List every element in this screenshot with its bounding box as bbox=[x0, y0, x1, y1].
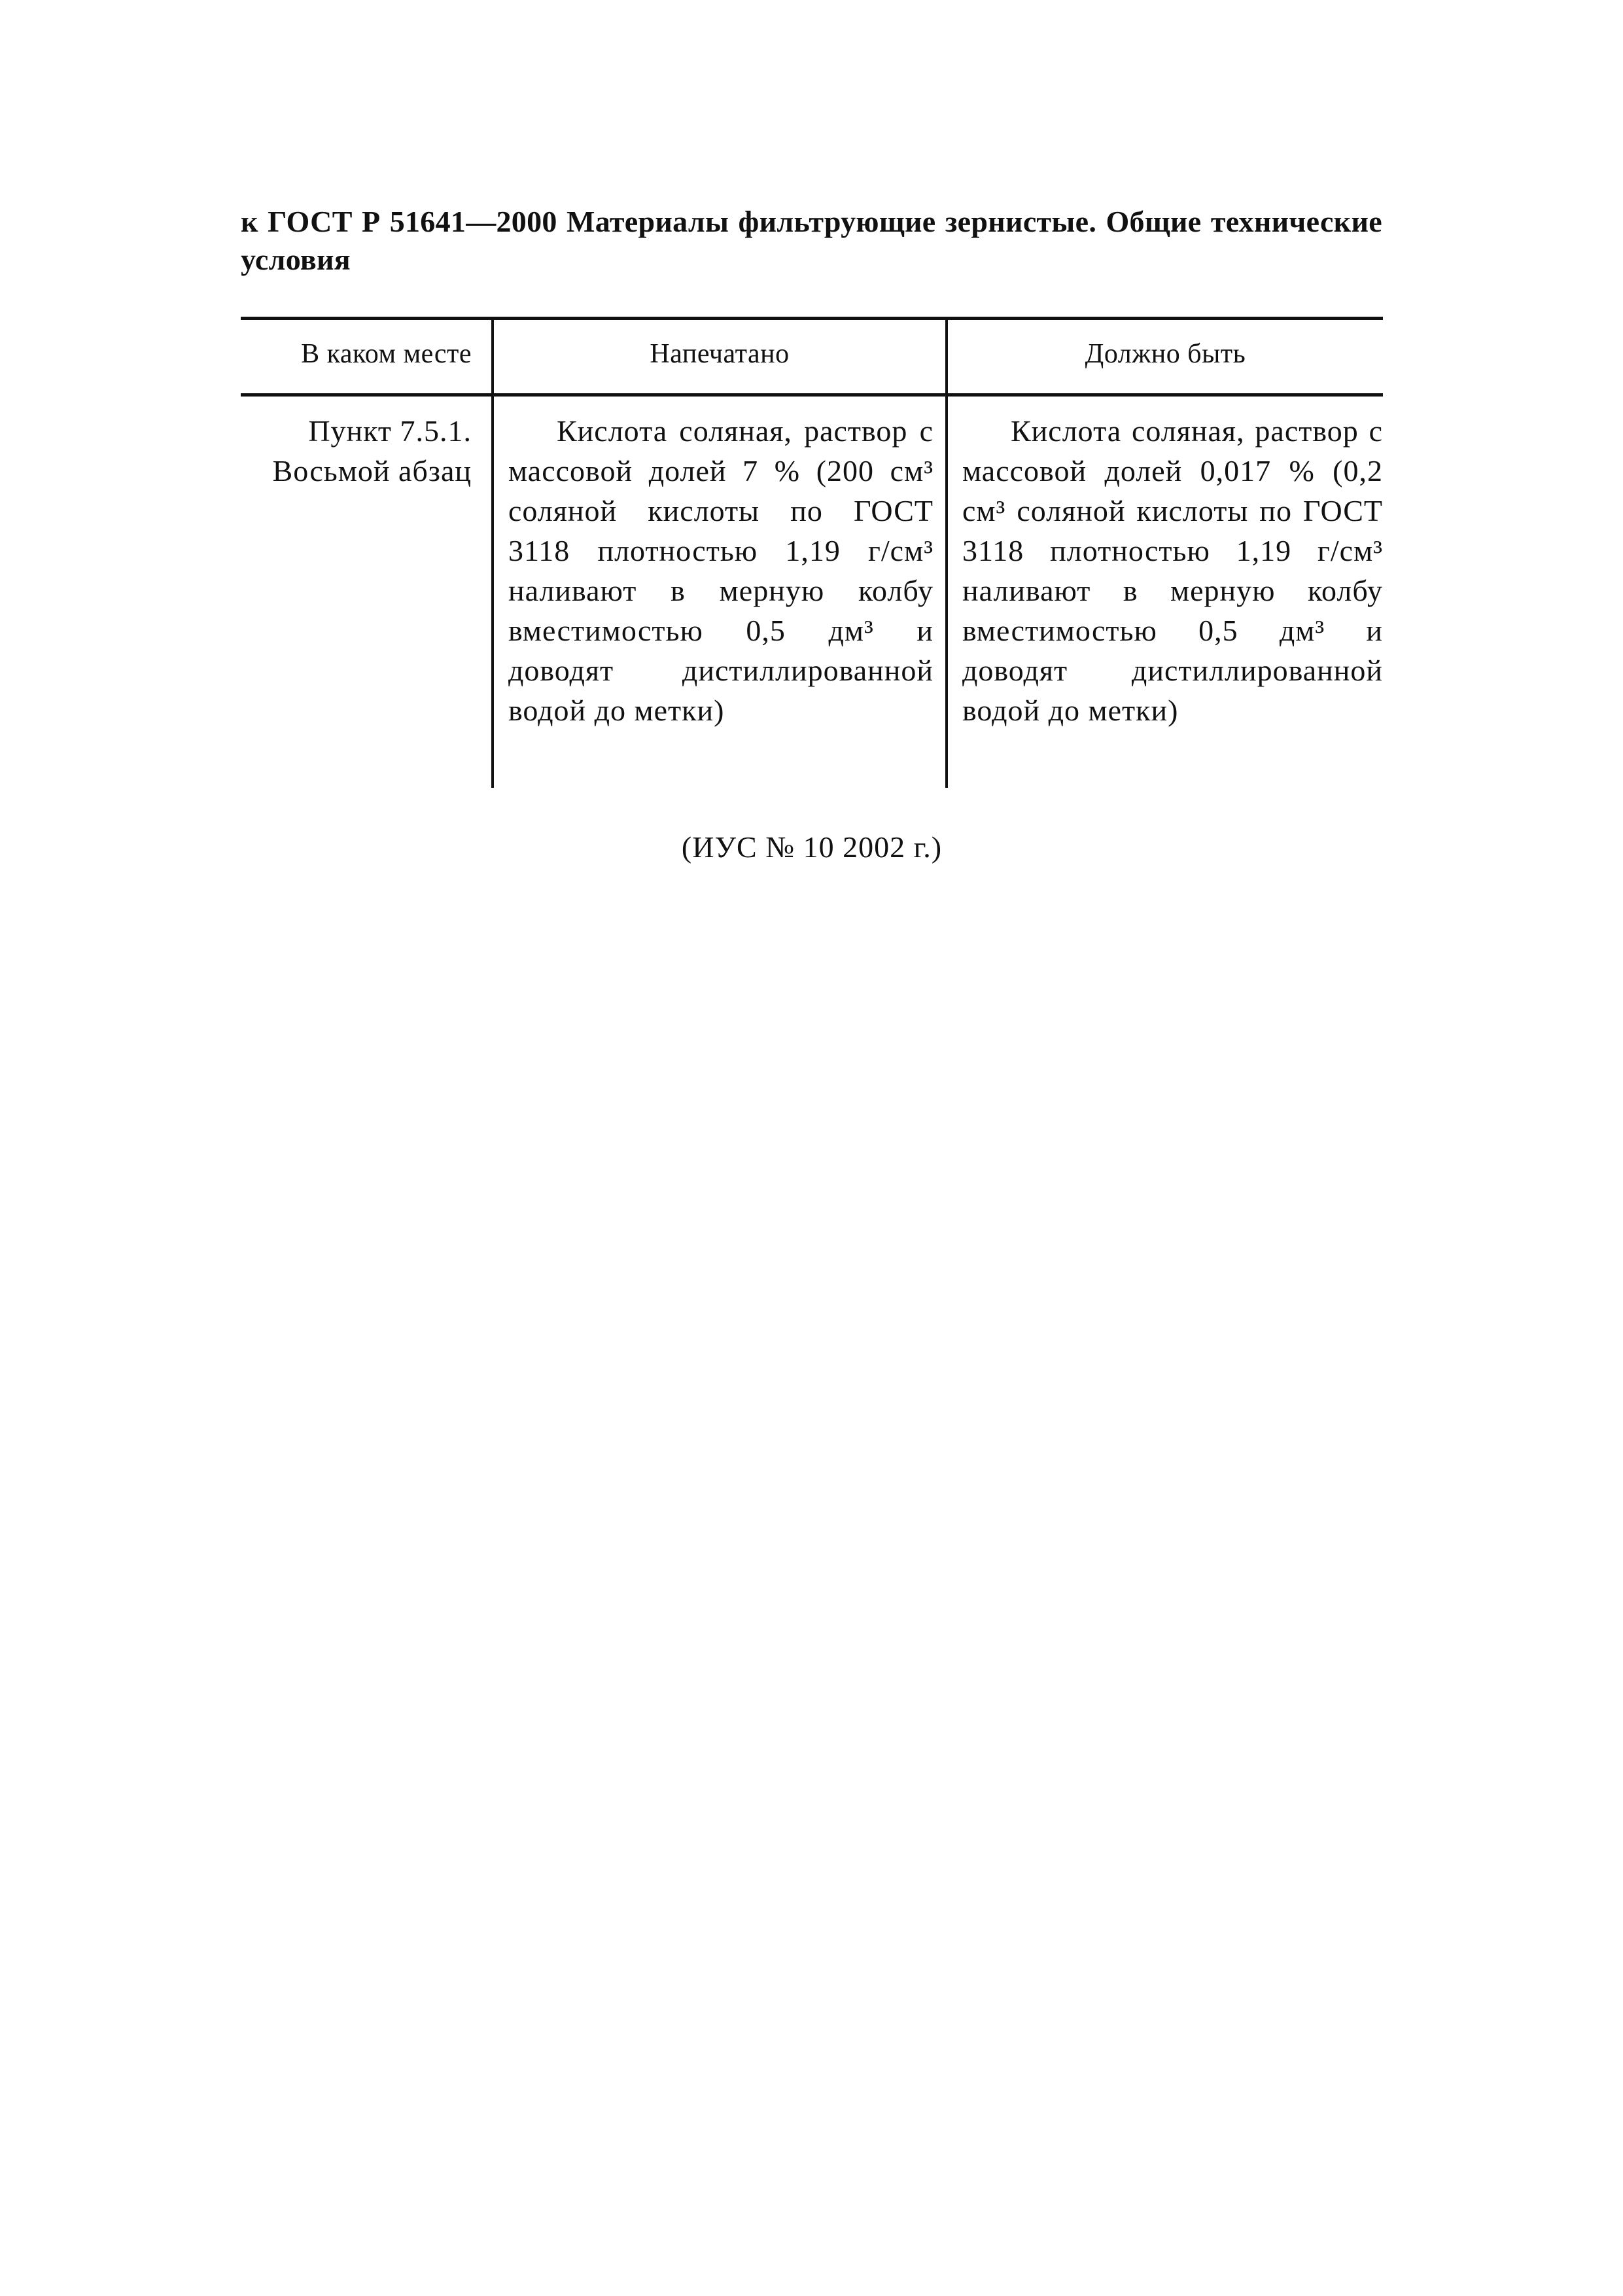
cell-printed bbox=[493, 395, 947, 788]
column-header-printed: Напечатано bbox=[493, 319, 947, 395]
cell-correct-text: Кислота соляная, раствор с массовой долей 0,017 % (0,2 см³ соляной кислоты по ГОСТ 3118 плотностью 1,19 г/см³ наливают в мерную колбу вместимостью 0,5 дм³ и доводят дистиллированной водой до метки) bbox=[962, 414, 1383, 727]
column-header-place: В каком месте bbox=[241, 319, 493, 395]
errata-table bbox=[241, 317, 1383, 788]
publication-reference: (ИУС № 10 2002 г.) bbox=[681, 830, 943, 864]
table-header-row bbox=[241, 319, 1383, 395]
cell-printed-text: Кислота соляная, раствор с массовой долей 7 % (200 см³ соляной кислоты по ГОСТ 3118 плотностью 1,19 г/см³ наливают в мерную колбу вместимостью 0,5 дм³ и доводят дистиллированной водой до метки) bbox=[508, 414, 934, 727]
cell-correct bbox=[947, 395, 1383, 788]
page-title: к ГОСТ Р 51641—2000 Материалы фильтрующие зернистые. Общие технические условия bbox=[241, 205, 1382, 276]
column-header-correct: Должно быть bbox=[947, 319, 1383, 395]
table-row bbox=[241, 395, 1383, 788]
cell-place: Пункт 7.5.1. Восьмой абзац bbox=[241, 395, 493, 788]
